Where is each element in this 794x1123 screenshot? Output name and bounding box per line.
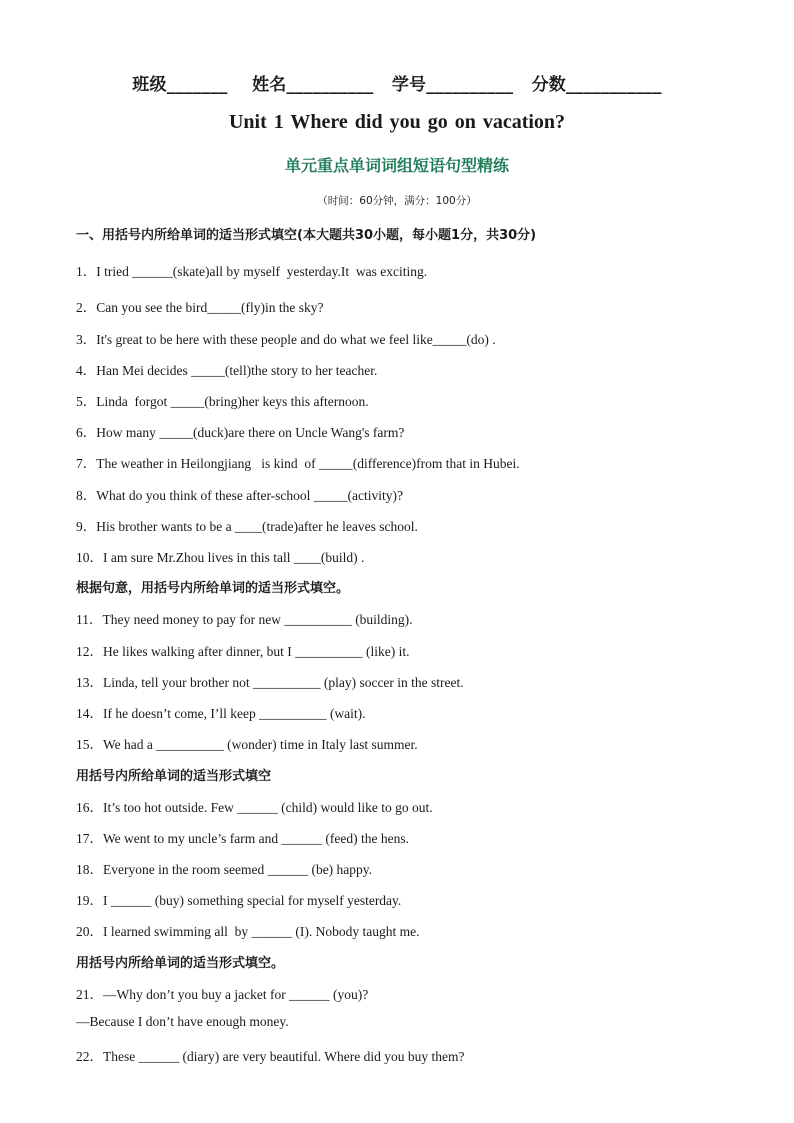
question-21: 21．—Why don’t you buy a jacket for ______ (you)?	[76, 987, 369, 1002]
question-19: 19．I ______ (buy) something special for myself yesterday.	[76, 893, 402, 908]
question-2: 2．Can you see the bird_____(fly)in the sky?	[76, 300, 324, 315]
question-22: 22．These ______ (diary) are very beautiful. Where did you buy them?	[76, 1049, 465, 1064]
question-4: 4．Han Mei decides _____(tell)the story to her teacher.	[76, 363, 378, 378]
question-13: 13．Linda, tell your brother not __________ (play) soccer in the street.	[76, 675, 464, 690]
question-16: 16．It’s too hot outside. Few ______ (child) would like to go out.	[76, 800, 433, 815]
question-18: 18．Everyone in the room seemed ______ (be) happy.	[76, 862, 373, 877]
section-2-title: 根据句意，用括号内所给单词的适当形式填空。	[76, 581, 350, 596]
worksheet-subtitle: 单元重点单词词组短语句型精练	[284, 156, 509, 175]
question-6: 6．How many _____(duck)are there on Uncle Wang's farm?	[76, 425, 405, 440]
question-5: 5．Linda forgot _____(bring)her keys this afternoon.	[76, 394, 369, 409]
section-4-title: 用括号内所给单词的适当形式填空。	[76, 956, 285, 971]
question-8: 8．What do you think of these after-school _____(activity)?	[76, 488, 404, 503]
question-7: 7．The weather in Heilongjiang is kind of _____(difference)from that in Hubei.	[76, 456, 520, 471]
question-3: 3．It's great to be here with these people and do what we feel like_____(do) .	[76, 332, 496, 347]
section-1-title: 一、用括号内所给单词的适当形式填空(本大题共30小题，每小题1分，共30分)	[76, 228, 537, 243]
question-14: 14．If he doesn’t come, I’ll keep __________ (wait).	[76, 706, 366, 721]
question-10: 10．I am sure Mr.Zhou lives in this tall ____(build) .	[76, 550, 365, 565]
question-21-answer-line: —Because I don’t have enough money.	[76, 1014, 289, 1029]
time-score-note: （时间：60分钟，满分：100分）	[317, 195, 477, 207]
question-20: 20．I learned swimming all by ______ (I). Nobody taught me.	[76, 924, 420, 939]
section-3-title: 用括号内所给单词的适当形式填空	[76, 769, 272, 784]
question-1: 1．I tried ______(skate)all by myself yesterday.It was exciting.	[76, 264, 428, 279]
question-12: 12．He likes walking after dinner, but I __________ (like) it.	[76, 644, 410, 659]
student-info-line: 班级_______ 姓名__________ 学号__________ 分数___________	[132, 75, 662, 95]
question-15: 15．We had a __________ (wonder) time in Italy last summer.	[76, 737, 418, 752]
unit-title: Unit 1 Where did you go on vacation?	[228, 111, 566, 133]
question-11: 11．They need money to pay for new __________ (building).	[76, 612, 413, 627]
question-17: 17．We went to my uncle’s farm and ______ (feed) the hens.	[76, 831, 409, 846]
question-9: 9．His brother wants to be a ____(trade)after he leaves school.	[76, 519, 418, 534]
